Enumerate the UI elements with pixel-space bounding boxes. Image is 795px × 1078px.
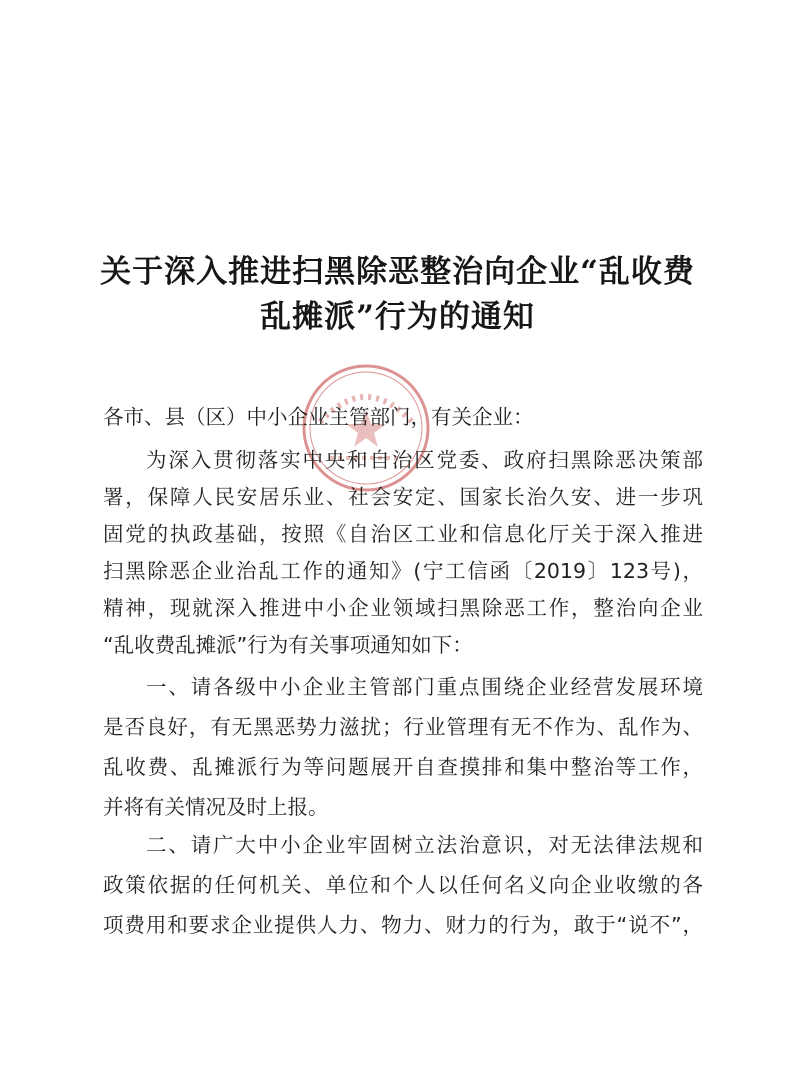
body-line-9: 乱收费、乱摊派行为等问题展开自查摸排和集中整治等工作， [103,755,703,779]
body-line-1: 为深入贯彻落实中央和自治区党委、政府扫黑除恶决策部 [146,448,703,472]
body-line-13: 项费用和要求企业提供人力、物力、财力的行为，敢于“说不”， [103,913,703,937]
body-line-12: 政策依据的任何机关、单位和个人以任何名义向企业收缴的各 [103,873,703,897]
addressee-line: 各市、县（区）中小企业主管部门，有关企业： [103,405,534,429]
document-title-line-1: 关于深入推进扫黑除恶整治向企业“乱收费 [100,254,695,290]
body-line-11: 二、请广大中小企业牢固树立法治意识，对无法律法规和 [146,833,703,857]
body-line-6: “乱收费乱摊派”行为有关事项通知如下： [103,633,473,657]
body-line-3: 固党的执政基础，按照《自治区工业和信息化厅关于深入推进 [103,522,703,546]
body-line-5: 精神，现就深入推进中小企业领域扫黑除恶工作，整治向企业 [103,596,703,620]
body-line-4: 扫黑除恶企业治乱工作的通知》(宁工信函〔2019〕123号)， [103,559,703,583]
document-title-line-2: 乱摊派”行为的通知 [260,299,535,335]
body-line-2: 署，保障人民安居乐业、社会安定、国家长治久安、进一步巩 [103,485,703,509]
body-line-7: 一、请各级中小企业主管部门重点围绕企业经营发展环境 [146,675,703,699]
body-line-10: 并将有关情况及时上报。 [103,795,329,819]
body-line-8: 是否良好，有无黑恶势力滋扰；行业管理有无不作为、乱作为、 [103,715,703,739]
